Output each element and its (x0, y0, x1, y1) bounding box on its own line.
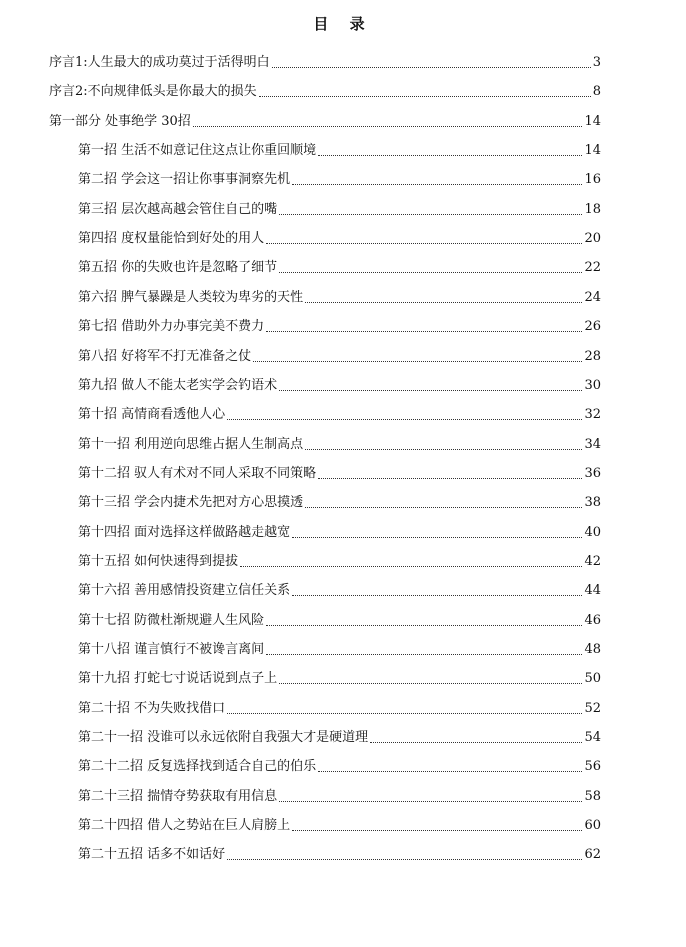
toc-entry-title: 序言2:不向规律低头是你最大的损失 (49, 84, 257, 100)
toc-entry[interactable] (78, 666, 601, 688)
dot-leader (370, 741, 582, 743)
toc-entry-page-number: 38 (584, 495, 601, 511)
toc-entry-page-number: 16 (584, 172, 601, 188)
toc-entry-page-number: 58 (584, 788, 601, 804)
toc-entry-page-number: 18 (584, 201, 601, 217)
toc-entry-page-number: 32 (584, 407, 601, 423)
dot-leader (266, 330, 582, 332)
toc-entry-title: 第十九招 打蛇七寸说话说到点子上 (78, 671, 278, 687)
toc-entry-title: 第二十四招 借人之势站在巨人肩膀上 (78, 818, 291, 834)
dot-leader (279, 800, 582, 802)
dot-leader (279, 271, 582, 273)
toc-entry-page-number: 46 (584, 612, 601, 628)
dot-leader (279, 213, 582, 215)
dot-leader (240, 565, 582, 567)
toc-entry[interactable] (78, 226, 601, 248)
dot-leader (266, 242, 582, 244)
toc-entry[interactable] (78, 842, 601, 864)
toc-entry-title: 第二十招 不为失败找借口 (78, 700, 226, 716)
dot-leader (318, 154, 582, 156)
toc-title: 目 录 (313, 15, 373, 33)
toc-entry-title: 序言1:人生最大的成功莫过于活得明白 (49, 55, 270, 70)
toc-entry-page-number: 60 (584, 818, 601, 834)
toc-entry-title: 第二招 学会这一招让你事事洞察先机 (78, 172, 291, 188)
toc-entry[interactable] (78, 197, 601, 219)
toc-entry[interactable] (78, 461, 601, 483)
toc-entry-title: 第二十五招 话多不如话好 (78, 847, 226, 863)
toc-entry-page-number: 26 (584, 319, 601, 335)
toc-entry[interactable] (78, 784, 601, 806)
toc-entry[interactable] (78, 549, 601, 571)
toc-entry-page-number: 34 (584, 436, 601, 452)
toc-entry-page-number: 52 (584, 700, 601, 716)
toc-entry-title: 第十五招 如何快速得到提拔 (78, 553, 239, 569)
toc-entry-page-number: 3 (592, 55, 601, 70)
toc-entry-title: 第十招 高情商看透他人心 (78, 407, 226, 423)
toc-entry[interactable] (78, 167, 601, 189)
toc-entry-page-number: 14 (584, 113, 601, 129)
toc-entry-page-number: 42 (584, 553, 601, 569)
toc-entry[interactable] (78, 813, 601, 835)
toc-entry[interactable] (78, 637, 601, 659)
toc-entry-page-number: 40 (584, 524, 601, 540)
toc-entry[interactable] (78, 432, 601, 454)
toc-entry[interactable] (78, 754, 601, 776)
toc-entry[interactable] (78, 373, 601, 395)
toc-entry[interactable] (78, 402, 601, 424)
toc-entry[interactable] (78, 520, 601, 542)
toc-entry-title: 第五招 你的失败也许是忽略了细节 (78, 260, 278, 276)
toc-entry-title: 第三招 层次越高越会管住自己的嘴 (78, 201, 278, 217)
dot-leader (305, 506, 582, 508)
dot-leader (227, 418, 582, 420)
toc-entry[interactable] (78, 490, 601, 512)
toc-entry-page-number: 24 (584, 289, 601, 305)
toc-entry-title: 第十六招 善用感情投资建立信任关系 (78, 583, 291, 599)
toc-entry-title: 第二十二招 反复选择找到适合自己的伯乐 (78, 759, 317, 775)
toc-entry[interactable] (78, 344, 601, 366)
toc-entry-title: 第二十一招 没谁可以永远依附自我强大才是硬道理 (78, 730, 369, 746)
toc-entry[interactable] (78, 285, 601, 307)
toc-entry-page-number: 62 (584, 847, 601, 863)
toc-entry[interactable] (78, 314, 601, 336)
toc-entry[interactable] (49, 50, 601, 72)
toc-entry-title: 第二十三招 揣情夺势获取有用信息 (78, 788, 278, 804)
toc-entry-title: 第十七招 防微杜渐规避人生风险 (78, 612, 265, 628)
toc-entry-page-number: 22 (584, 260, 601, 276)
toc-entry-title: 第八招 好将军不打无准备之仗 (78, 348, 252, 364)
dot-leader (292, 829, 582, 831)
toc-entry-page-number: 28 (584, 348, 601, 364)
toc-entry-page-number: 50 (584, 671, 601, 687)
toc-entry[interactable] (49, 79, 601, 101)
toc-entry[interactable] (78, 725, 601, 747)
toc-entry[interactable] (78, 696, 601, 718)
toc-entry-page-number: 8 (592, 84, 601, 100)
dot-leader (227, 712, 582, 714)
toc-entry-page-number: 56 (584, 759, 601, 775)
dot-leader (292, 594, 582, 596)
toc-entry-page-number: 48 (584, 642, 601, 657)
toc-entry[interactable] (78, 138, 601, 160)
toc-entry-title: 第十二招 驭人有术对不同人采取不同策略 (78, 465, 317, 481)
dot-leader (279, 389, 582, 391)
dot-leader (292, 536, 582, 538)
toc-entry-page-number: 54 (584, 730, 601, 746)
dot-leader (292, 183, 582, 185)
dot-leader (259, 95, 591, 97)
toc-entry-page-number: 14 (584, 143, 601, 159)
toc-entry[interactable] (78, 255, 601, 277)
dot-leader (318, 477, 582, 479)
dot-leader (266, 653, 582, 655)
dot-leader (279, 682, 582, 684)
toc-entry-page-number: 20 (584, 231, 601, 247)
toc-entry[interactable] (49, 109, 601, 131)
toc-entry-title: 第十三招 学会内捷术先把对方心思摸透 (78, 495, 304, 511)
dot-leader (266, 624, 582, 626)
toc-entry-page-number: 44 (584, 583, 601, 599)
dot-leader (305, 448, 582, 450)
dot-leader (318, 770, 582, 772)
toc-entry-title: 第九招 做人不能太老实学会钓语术 (78, 377, 278, 393)
dot-leader (227, 858, 582, 860)
toc-entry-title: 第七招 借助外力办事完美不费力 (78, 319, 265, 335)
toc-entry-title: 第十四招 面对选择这样做路越走越宽 (78, 524, 291, 540)
toc-entry-title: 第一部分 处事绝学 30招 (49, 113, 191, 129)
toc-entry[interactable] (78, 578, 601, 600)
toc-entry-page-number: 30 (584, 377, 601, 393)
toc-entry-title: 第四招 度权量能恰到好处的用人 (78, 231, 265, 247)
toc-entry-title: 第一招 生活不如意记住这点让你重回顺境 (78, 143, 317, 159)
toc-entry-title: 第六招 脾气暴躁是人类较为卑劣的天性 (78, 289, 304, 305)
toc-entry-title: 第十八招 谨言慎行不被谗言离间 (78, 642, 265, 657)
dot-leader (305, 301, 582, 303)
toc-entry-title: 第十一招 利用逆向思维占据人生制高点 (78, 436, 304, 452)
toc-entry-page-number: 36 (584, 465, 601, 481)
dot-leader (193, 125, 583, 127)
toc-entry[interactable] (78, 608, 601, 630)
dot-leader (272, 66, 591, 68)
dot-leader (253, 360, 582, 362)
